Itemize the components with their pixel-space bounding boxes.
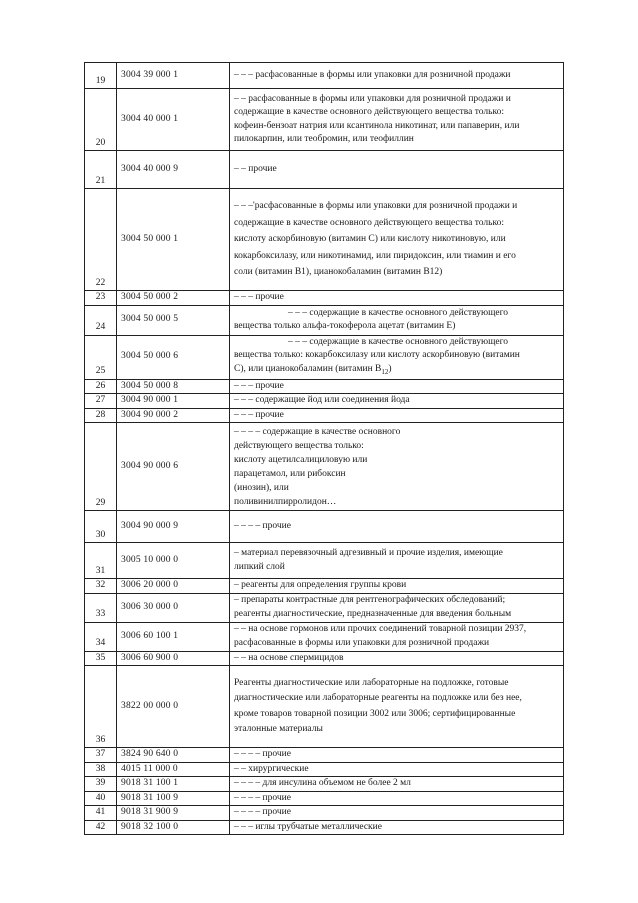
- table-row: [85, 593, 564, 622]
- description: – – – иглы трубчатые металлические: [230, 820, 564, 835]
- description: [230, 335, 564, 379]
- table-row: [85, 651, 564, 666]
- description: [230, 593, 564, 622]
- commodity-code: 9018 31 100 1: [117, 777, 230, 792]
- description-line: – – на основе гормонов или прочих соединений товарной позиции 2937,: [234, 624, 527, 635]
- row-number: 39: [85, 777, 117, 792]
- commodity-code: 3004 50 000 8: [117, 379, 230, 394]
- description-text: ): [388, 363, 392, 374]
- commodity-code: 3824 90 640 0: [117, 748, 230, 763]
- description: – – – прочие: [230, 379, 564, 394]
- commodity-code: 3004 90 000 9: [117, 511, 230, 543]
- table-row: [85, 151, 564, 189]
- row-number: 25: [85, 335, 117, 379]
- row-number: 41: [85, 806, 117, 821]
- commodity-code: 9018 31 900 9: [117, 806, 230, 821]
- row-number: 37: [85, 748, 117, 763]
- commodity-code: 3004 50 000 6: [117, 335, 230, 379]
- description-line: реагенты диагностические, предназначенные для введения больным: [234, 608, 512, 619]
- table-row: [85, 394, 564, 409]
- description-line: вещества только альфа-токоферола ацетат (витамин Е): [234, 321, 456, 331]
- row-number: 28: [85, 408, 117, 423]
- description-line: соли (витамин В1), цианокобаламин (витамин В12): [234, 267, 443, 278]
- description: [230, 89, 564, 151]
- description-line: [234, 363, 559, 379]
- description: – – хирургические: [230, 762, 564, 777]
- description-line: – – – содержащие в качестве основного действующего: [288, 307, 509, 318]
- description-line: Реагенты диагностические или лабораторные на подложке, готовые: [234, 677, 509, 688]
- description-line: – – – – содержащие в качестве основного: [234, 426, 401, 437]
- commodity-code: 3006 60 100 1: [117, 622, 230, 651]
- description: – – – расфасованные в формы или упаковки для розничной продажи: [230, 63, 564, 89]
- row-number: 22: [85, 189, 117, 291]
- commodity-code: 3004 90 000 1: [117, 394, 230, 409]
- description: – – – – прочие: [230, 791, 564, 806]
- commodity-code: 3006 60 900 0: [117, 651, 230, 666]
- table-row: [85, 820, 564, 835]
- commodity-code: 3006 20 000 0: [117, 579, 230, 594]
- description-line: пилокарпин, или теобромин, или теофиллин: [234, 134, 414, 144]
- description: – – – содержащие йод или соединения йода: [230, 394, 564, 409]
- table-row: [85, 543, 564, 579]
- table-row: [85, 89, 564, 151]
- description: – – – прочие: [230, 291, 564, 306]
- table-row: [85, 335, 564, 379]
- description-line: кокарбоксилазу, или никотинамид, или пиридоксин, или тиамин и его: [234, 250, 516, 261]
- description-line: – – –'расфасованные в формы или упаковки для розничной продажи и: [234, 201, 518, 212]
- description-line: – материал перевязочный адгезивный и прочие изделия, имеющие: [234, 548, 503, 559]
- description: [230, 666, 564, 748]
- commodity-code: 3004 50 000 1: [117, 189, 230, 291]
- description: – реагенты для определения группы крови: [230, 579, 564, 594]
- description-text: С), или цианокобаламин (витамин В: [234, 363, 382, 374]
- description-line: содержащие в качестве основного действующего вещества только:: [234, 217, 505, 228]
- row-number: 33: [85, 593, 117, 622]
- commodity-code: 9018 31 100 9: [117, 791, 230, 806]
- description: – – – прочие: [230, 408, 564, 423]
- row-number: 32: [85, 579, 117, 594]
- table-row: [85, 579, 564, 594]
- subscript: 12: [381, 367, 389, 376]
- description: [230, 305, 564, 335]
- row-number: 21: [85, 151, 117, 189]
- table-row: [85, 622, 564, 651]
- description: – – – – прочие: [230, 748, 564, 763]
- description-line: поливинилпирролидон…: [234, 496, 337, 507]
- table-row: [85, 305, 564, 335]
- description: – – – – прочие: [230, 806, 564, 821]
- commodity-code: 3004 50 000 5: [117, 305, 230, 335]
- description-line: (инозин), или: [234, 482, 289, 493]
- description: [230, 622, 564, 651]
- row-number: 34: [85, 622, 117, 651]
- commodity-code: 3004 90 000 2: [117, 408, 230, 423]
- description: – – прочие: [230, 151, 564, 189]
- row-number: 42: [85, 820, 117, 835]
- description-line: кофеин-бензоат натрия или ксантинола никотинат, или папаверин, или: [234, 120, 520, 131]
- row-number: 31: [85, 543, 117, 579]
- table-row: [85, 291, 564, 306]
- row-number: 40: [85, 791, 117, 806]
- table-row: [85, 63, 564, 89]
- row-number: 29: [85, 423, 117, 511]
- description-line: расфасованные в формы или упаковки для розничной продажи: [234, 637, 490, 648]
- table-row: [85, 189, 564, 291]
- commodity-code: 3004 90 000 6: [117, 423, 230, 511]
- row-number: 24: [85, 305, 117, 335]
- commodity-code: 3004 40 000 1: [117, 89, 230, 151]
- description-line: парацетамол, или рибоксин: [234, 468, 346, 479]
- commodity-code: 4015 11 000 0: [117, 762, 230, 777]
- table-row: [85, 423, 564, 511]
- description-line: содержащие в качестве основного действующего вещества только:: [234, 107, 505, 117]
- table-row: [85, 791, 564, 806]
- commodity-code: 3005 10 000 0: [117, 543, 230, 579]
- commodity-code: 3006 30 000 0: [117, 593, 230, 622]
- table-row: [85, 762, 564, 777]
- description-line: – – – содержащие в качестве основного действующего: [288, 336, 509, 347]
- table-row: [85, 666, 564, 748]
- table-row: [85, 379, 564, 394]
- table-row: [85, 806, 564, 821]
- row-number: 36: [85, 666, 117, 748]
- description-line: действующего вещества только:: [234, 440, 364, 451]
- description-line: – препараты контрастные для рентгенографических обследований;: [234, 595, 506, 606]
- description-line: кислоту аскорбиновую (витамин С) или кислоту никотиновую, или: [234, 234, 506, 245]
- commodity-code: 3822 00 000 0: [117, 666, 230, 748]
- row-number: 35: [85, 651, 117, 666]
- description-line: липкий слой: [234, 561, 285, 572]
- description: [230, 543, 564, 579]
- commodity-code: 3004 50 000 2: [117, 291, 230, 306]
- description-line: вещества только: кокарбоксилазу или кислоту аскорбиновую (витамин: [234, 350, 520, 360]
- row-number: 23: [85, 291, 117, 306]
- description: [230, 189, 564, 291]
- description: [230, 423, 564, 511]
- table-row: [85, 777, 564, 792]
- row-number: 20: [85, 89, 117, 151]
- row-number: 19: [85, 63, 117, 89]
- table-row: [85, 748, 564, 763]
- row-number: 26: [85, 379, 117, 394]
- description: – – – – прочие: [230, 511, 564, 543]
- table-row: [85, 511, 564, 543]
- description-line: диагностические или лабораторные реагенты на подложке или без нее,: [234, 693, 522, 704]
- tariff-code-table: [84, 62, 564, 835]
- description-line: эталонные материалы: [234, 724, 323, 735]
- row-number: 38: [85, 762, 117, 777]
- commodity-code: 3004 39 000 1: [117, 63, 230, 89]
- row-number: 30: [85, 511, 117, 543]
- description-line: кислоту ацетилсалициловую или: [234, 454, 368, 465]
- table-row: [85, 408, 564, 423]
- row-number: 27: [85, 394, 117, 409]
- commodity-code: 3004 40 000 9: [117, 151, 230, 189]
- description: – – – – для инсулина объемом не более 2 мл: [230, 777, 564, 792]
- description: – – на основе спермицидов: [230, 651, 564, 666]
- description-line: – – расфасованные в формы или упаковки для розничной продажи и: [234, 93, 511, 104]
- description-line: кроме товаров товарной позиции 3002 или 3006; сертифицированные: [234, 708, 516, 719]
- commodity-code: 9018 32 100 0: [117, 820, 230, 835]
